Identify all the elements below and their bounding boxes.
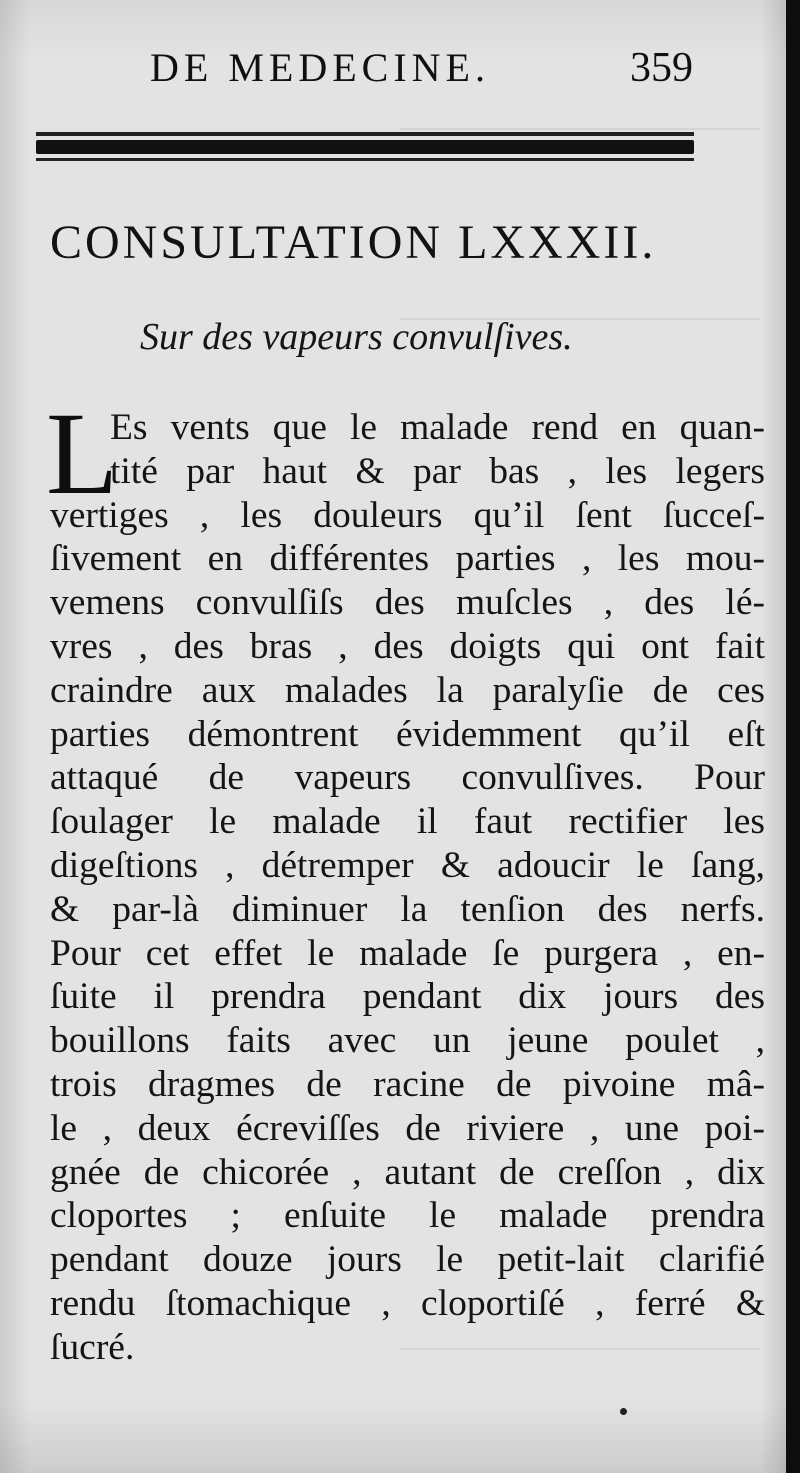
text-line: tité par haut & par bas , les legers	[110, 450, 765, 492]
ink-fleck	[620, 1408, 627, 1415]
text-line: ſoulager le malade il faut rectifier les	[50, 801, 765, 843]
rule-thick	[36, 140, 694, 154]
text-line: cloportes ; enſuite le malade prendra	[50, 1195, 765, 1237]
header-rule	[36, 132, 694, 162]
text-line: vertiges , les douleurs qu’il ſent ſucceſ-	[50, 494, 765, 536]
text-line: vres , des bras , des doigts qui ont fait	[50, 625, 765, 667]
text-line: pendant douze jours le petit-lait clarifié	[50, 1239, 765, 1281]
consultation-subtitle: Sur des vapeurs convulſives.	[140, 316, 573, 358]
text-line: ſucré.	[50, 1326, 135, 1368]
text-line: rendu ſtomachique , cloportiſé , ferré &	[50, 1282, 765, 1324]
text-line: digeſtions , détremper & adoucir le ſang,	[50, 844, 765, 886]
text-line: vemens convulſiſs des muſcles , des lé-	[50, 582, 765, 624]
running-head: DE MEDECINE.	[150, 45, 490, 90]
text-line: attaqué de vapeurs convulſives. Pour	[50, 757, 765, 799]
body-text	[50, 406, 765, 1370]
text-line: trois dragmes de racine de pivoine mâ-	[50, 1063, 765, 1105]
text-line: ſuite il prendra pendant dix jours des	[50, 976, 765, 1018]
show-through-line	[400, 100, 760, 130]
rule-thin-top	[36, 132, 694, 136]
text-line: parties démontrent évidemment qu’il eſt	[50, 713, 765, 755]
text-line: le , deux écreviſſes de riviere , une poi-	[50, 1107, 765, 1149]
text-line: bouillons faits avec un jeune poulet ,	[50, 1020, 765, 1062]
text-line: Es vents que le malade rend en quan-	[110, 407, 765, 448]
page-edge-shadow	[786, 0, 800, 1473]
text-line: Pour cet effet le malade ſe purgera , en-	[50, 932, 765, 974]
text-line: ſivement en différentes parties , les mou-	[50, 538, 765, 580]
rule-thin-bottom	[36, 158, 694, 161]
consultation-title: CONSULTATION LXXXII.	[50, 216, 657, 269]
text-line: craindre aux malades la paralyſie de ces	[50, 669, 765, 711]
text-line: gnée de chicorée , autant de creſſon , dix	[50, 1151, 765, 1193]
text-line: & par-là diminuer la tenſion des nerfs.	[50, 888, 765, 930]
page-number: 359	[630, 45, 693, 91]
drop-cap: L	[46, 388, 119, 519]
